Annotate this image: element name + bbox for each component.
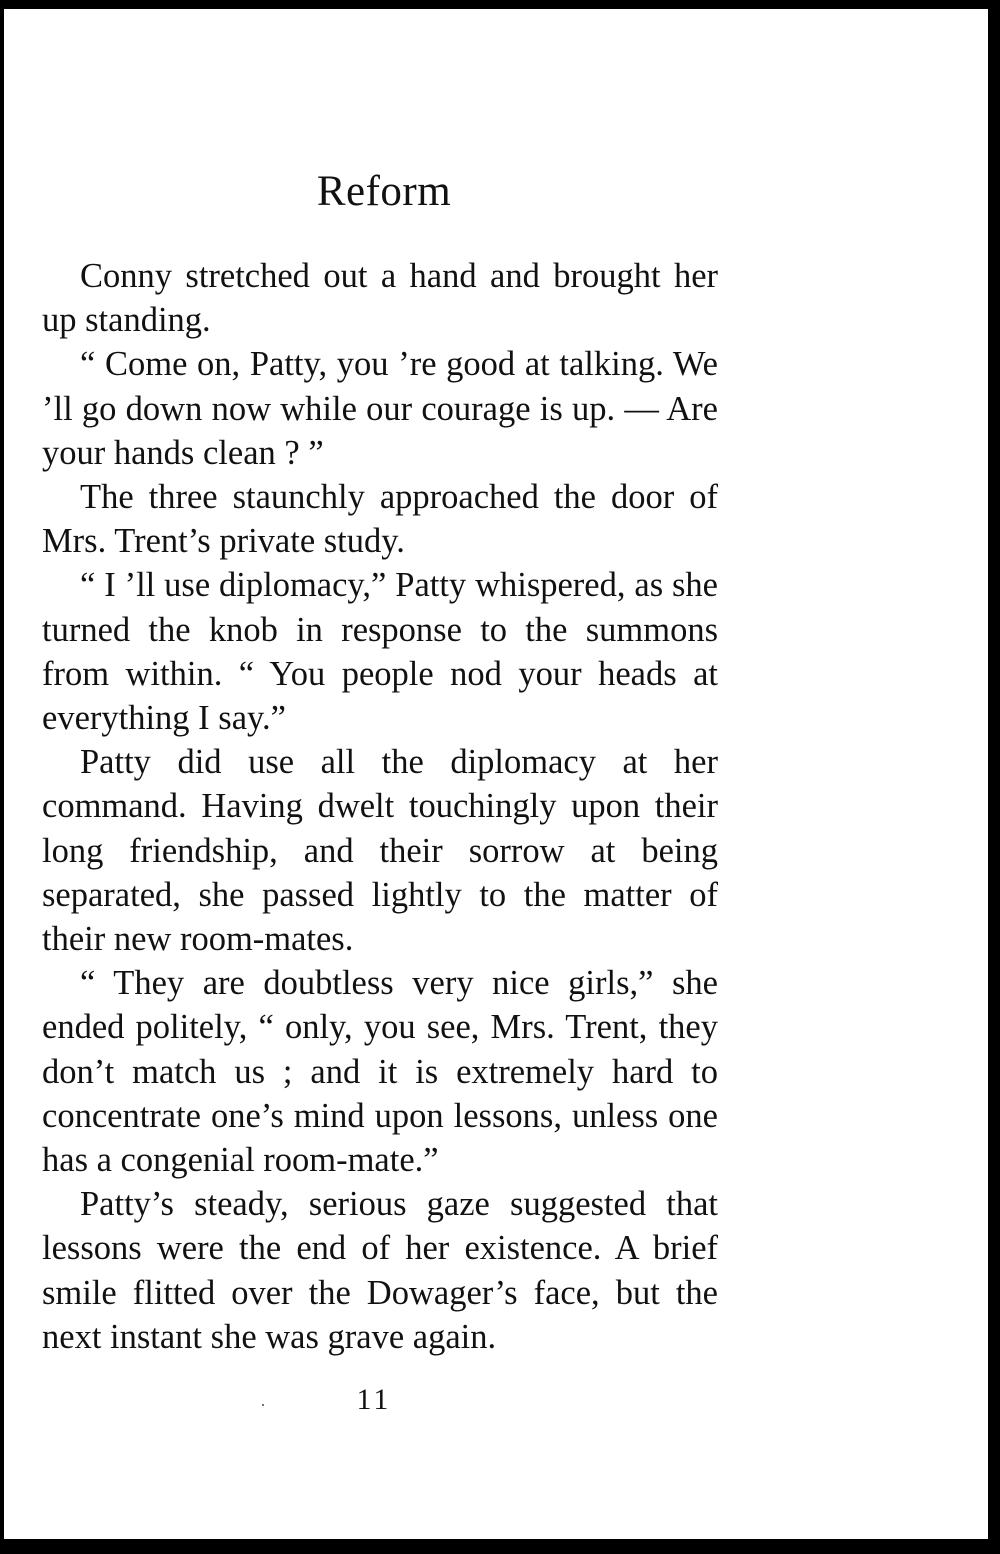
page-number: 11 <box>356 1383 392 1416</box>
book-page <box>4 9 965 1539</box>
paragraph: “ Come on, Patty, you ’re good at talking. We ’ll go down now while our courage is up. — Are your hands clean ? ” <box>42 345 718 472</box>
page-body <box>42 254 718 1359</box>
paragraph: “ I ’ll use diplomacy,” Patty whispered, as she turned the knob in response to the summons from within. “ You people nod your heads at everything I say.” <box>42 566 718 738</box>
scan-border-top <box>0 0 1000 9</box>
scan-border-bottom <box>0 1539 1000 1554</box>
scan-margin-strip <box>965 9 990 1544</box>
chapter-title: Reform <box>316 168 452 215</box>
paragraph: Conny stretched out a hand and brought her up standing. <box>42 257 718 340</box>
paragraph: “ They are doubtless very nice girls,” she ended politely, “ only, you see, Mrs. Trent, they don’t match us ; and it is extremely hard to concentrate one’s mind upon lessons, unless one has a congenial room-mate.” <box>42 964 718 1180</box>
paragraph: Patty’s steady, serious gaze suggested that lessons were the end of her existence. A brief smile flitted over the Dowager’s face, but the next instant she was grave again. <box>42 1185 718 1356</box>
paragraph: The three staunchly approached the door of Mrs. Trent’s private study. <box>42 478 718 561</box>
paragraph: Patty did use all the diplomacy at her command. Having dwelt touchingly upon their long friendship, and their sorrow at being separated, she passed lightly to the matter of their new room-mates. <box>42 743 718 959</box>
scan-speck <box>262 1404 264 1406</box>
